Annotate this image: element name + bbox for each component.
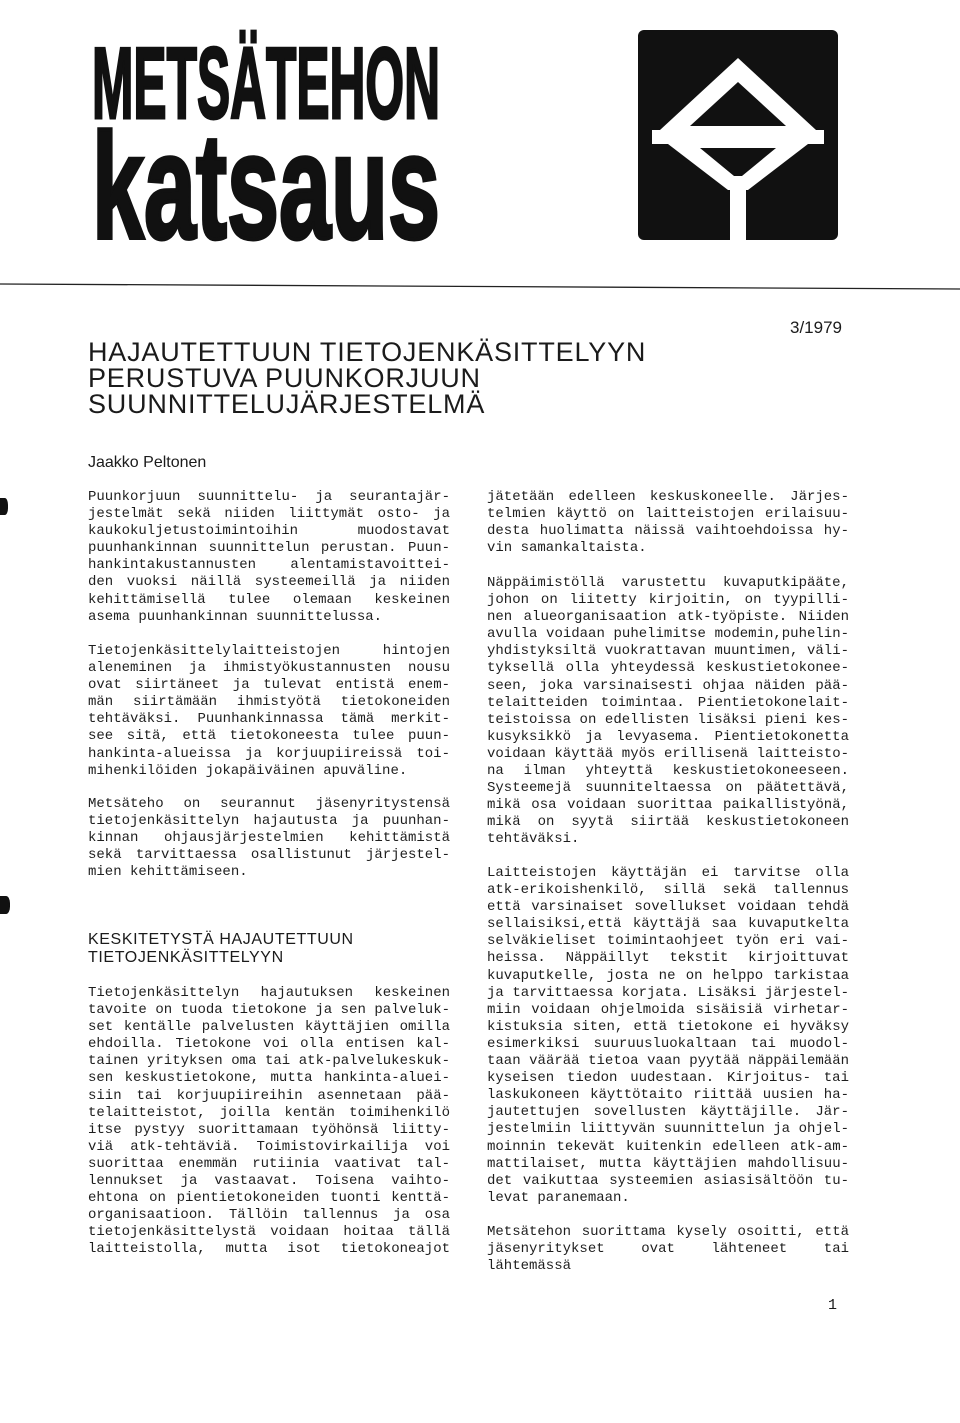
text-line: mien kehittämiseen. (88, 864, 248, 881)
text-line: seen, joka varsinaisesti ohjaa näiden pää- (487, 677, 849, 694)
paragraph (487, 865, 849, 1207)
text-line: Tietojenkäsittelylaitteistojen hintojen (88, 643, 450, 659)
paragraph (88, 643, 450, 780)
text-line: tehtäväksi. Puunhankinnassa tämä merkit- (88, 711, 450, 728)
text-line: desta huolimatta näissä vaihtoehdoissa hy- (487, 523, 849, 540)
text-line: kyseisen tiedon uudestaan. Kirjoitus- tai (487, 1070, 849, 1087)
text-line: siin tai korjuupiireihin asennetaan pää- (88, 1087, 450, 1104)
text-line: puunhankinnan suunnittelun perustan. Puun- (88, 540, 450, 557)
text-line: Näppäimistöllä varustettu kuvaputkipääte, (487, 575, 849, 591)
text-line: laskukoneen käyttötaito riittää uusien ha- (487, 1087, 849, 1104)
text-line: jestelmät sekä niiden liittymät osto- ja (88, 506, 450, 523)
text-line: tyksellä olla yhteydessä keskustietokonee- (487, 660, 849, 677)
text-line: esimerkiksi suuruusluokaltaan tai muodol- (487, 1035, 849, 1052)
text-line: tietojenkäsittelyn hajautusta ja puunhan- (88, 813, 450, 830)
text-line: sen keskustietokone, mutta hankinta-aluei- (88, 1070, 450, 1087)
text-line: suorittaa enemmän rutiinia vaativat tal- (88, 1155, 450, 1172)
text-line: tietojenkäsittelystä voidaan hoitaa tällä (88, 1224, 450, 1241)
paragraph (487, 1224, 849, 1275)
text-line: avulla voidaan puhelimitse modemin,puhelin- (487, 626, 849, 643)
text-line: yhdistyksiltä vuokrattavan muuntimen, väli- (487, 643, 849, 660)
text-line: kusyksikkö ja levyasema. Pientietokonetta (487, 728, 849, 745)
text-line: ja tarvittaessa korjata. Lisäksi järjestel- (487, 984, 849, 1001)
text-line: vin samankaltaista. (487, 540, 647, 557)
text-line: nen alueorganisaation atk-työpiste. Niiden (487, 609, 849, 626)
text-line: jätetään edelleen keskuskoneelle. Järjes- (487, 489, 849, 505)
text-line: ehtona on pientietokoneiden tuonti kenttä- (88, 1190, 450, 1207)
text-line: viä atk-tehtäviä. Toimistovirkailija voi (88, 1138, 450, 1155)
text-line: hankinta-alueissa ja korjuupiireissä toi- (88, 745, 450, 762)
binding-mark (0, 498, 8, 515)
text-line: set kentälle palvelusten käyttäjien omilla (88, 1019, 450, 1036)
text-line: miin voidaan ohjelmoida sisäisiä virhetar- (487, 1001, 849, 1018)
text-line: telmien käyttö on laitteistojen erilaisuu- (487, 506, 849, 523)
text-line: aleneminen ja ihmistyökustannusten nousu (88, 660, 450, 677)
title-line: HAJAUTETTUUN TIETOJENKÄSITTELYYN (88, 337, 647, 367)
issue-number: 3/1979 (790, 318, 842, 337)
text-line: laitteistolla, mutta isot tietokoneajot (88, 1241, 450, 1258)
paragraph (487, 575, 849, 849)
text-line: taan väärää tietoa vaan pyytää näppäilemään (487, 1053, 849, 1070)
text-line: Systeemejä suunniteltaessa on päätettävä, (487, 780, 849, 797)
text-line: lennukset ja vastaavat. Toisena vaihto- (88, 1173, 450, 1190)
text-line: ehdoilla. Tietokone voi olla entisen kal- (88, 1036, 450, 1053)
section-heading (88, 931, 354, 967)
text-line: levat paranemaan. (487, 1189, 630, 1206)
text-line: atk-erikoishenkilö, sillä sekä tallennus (487, 882, 849, 899)
masthead-subtitle: katsaus (92, 102, 440, 270)
text-line: Metsäteho on seurannut jäsenyritystensä (88, 796, 450, 812)
article-title (88, 339, 646, 417)
masthead (80, 20, 460, 270)
text-line: mikä osa voidaan suorittaa paikallistyönä, (487, 797, 849, 814)
text-line: tehtäväksi. (487, 831, 580, 848)
text-line: teistoissa on edellisten lisäksi pieni kes- (487, 711, 849, 728)
text-line: telaitteiden toimintaa. Pientietokonelait- (487, 694, 849, 711)
page-number: 1 (828, 1297, 838, 1314)
text-line: mattilaiset, mutta käyttäjien mahdollisuu- (487, 1155, 849, 1172)
text-line: tainen yrityksen oma tai atk-palvelukeskuk- (88, 1053, 450, 1070)
text-line: det vaikuttaa systeemien asiasisältöön tu- (487, 1172, 849, 1189)
text-line: kaukokuljetustoimintoihin muodostavat (88, 523, 450, 540)
text-line: tavoite on tuoda tietokone ja sen palveluk- (88, 1002, 450, 1019)
text-line: mikä on syytä siirtää keskustietokoneen (487, 814, 849, 831)
text-line: selväkieliset toimintaohjeet työn eri vai- (487, 933, 849, 950)
text-line: kistuksia siten, että tietokone ei hyväksy (487, 1018, 849, 1035)
text-line: moinnin tekevät kuitenkin edelleen atk-am- (487, 1138, 849, 1155)
text-line: mihenkilöiden jokapäiväinen apuväline. (88, 762, 408, 779)
text-line: sekä tarvittaessa osallistunut järjestel- (88, 847, 450, 864)
text-line: jestelmiin liittyvän suunnittelun ja ohjel- (487, 1121, 849, 1138)
text-line: että varsinaiset sovellukset voidaan tehdä (487, 899, 849, 916)
masthead-title: METSÄTEHON (92, 28, 440, 140)
heading-line: KESKITETYSTÄ HAJAUTETTUUN (88, 931, 354, 948)
title-line: SUUNNITTELUJÄRJESTELMÄ (88, 389, 486, 419)
paragraph (487, 489, 849, 557)
heading-line: TIETOJENKÄSITTELYYN (88, 949, 284, 966)
text-line: na ilman yhteyttä keskustietokoneeseen. (487, 763, 849, 780)
text-line: ovat siirtäneet ja tulevat entistä enem- (88, 677, 450, 694)
tree-logo-icon (638, 30, 838, 240)
text-line: Tietojenkäsittelyn hajautuksen keskeinen (88, 985, 450, 1001)
text-line: hankintakustannusten alentamistavoittei- (88, 557, 450, 574)
text-line: jäsenyritykset ovat lähteneet tai lähtemässä (487, 1241, 849, 1275)
text-line: organisaatioon. Tällöin tallennus ja osa (88, 1207, 450, 1224)
text-line: Puunkorjuun suunnittelu- ja seurantajär- (88, 489, 450, 505)
text-line: heissa. Näppäillyt tekstit kirjoittuvat (487, 950, 849, 967)
paragraph (88, 796, 450, 881)
header-rule (0, 280, 960, 294)
paragraph (88, 985, 450, 1259)
text-line: see sitä, että tietokoneesta tulee puun- (88, 728, 450, 745)
text-line: män siirtämään ihmistyötä tietokoneiden (88, 694, 450, 711)
text-line: voidaan käyttää myös erillisenä laitteisto- (487, 745, 849, 762)
text-line: kehittämisellä tulee olemaan keskeinen (88, 591, 450, 608)
paragraph (88, 489, 450, 626)
title-line: PERUSTUVA PUUNKORJUUN (88, 363, 481, 393)
text-line: Laitteistojen käyttäjän ei tarvitse olla (487, 865, 849, 881)
binding-mark (0, 896, 10, 914)
author-name: Jaakko Peltonen (88, 454, 207, 471)
text-line: asema puunhankinnan suunnittelussa. (88, 608, 383, 625)
text-line: johon on liitetty kirjoitin, on tyypilli- (487, 592, 849, 609)
text-line: jautettujen sovellusten käyttäjille. Jär- (487, 1104, 849, 1121)
text-line: itse pystyy suorittamaan työhönsä liitty- (88, 1121, 450, 1138)
text-line: den vuoksi näillä systeemeillä ja niiden (88, 574, 450, 591)
text-line: telaitteistot, joilla kentän toimihenkilö (88, 1104, 450, 1121)
text-line: sellaisiksi,että käyttäjä saa kuvaputkelta (487, 916, 849, 933)
text-line: kinnan ohjausjärjestelmien kehittämistä (88, 830, 450, 847)
text-line: kuvaputkelle, josta ne on helppo tarkistaa (487, 967, 849, 984)
text-line: Metsätehon suorittama kysely osoitti, että (487, 1224, 849, 1240)
